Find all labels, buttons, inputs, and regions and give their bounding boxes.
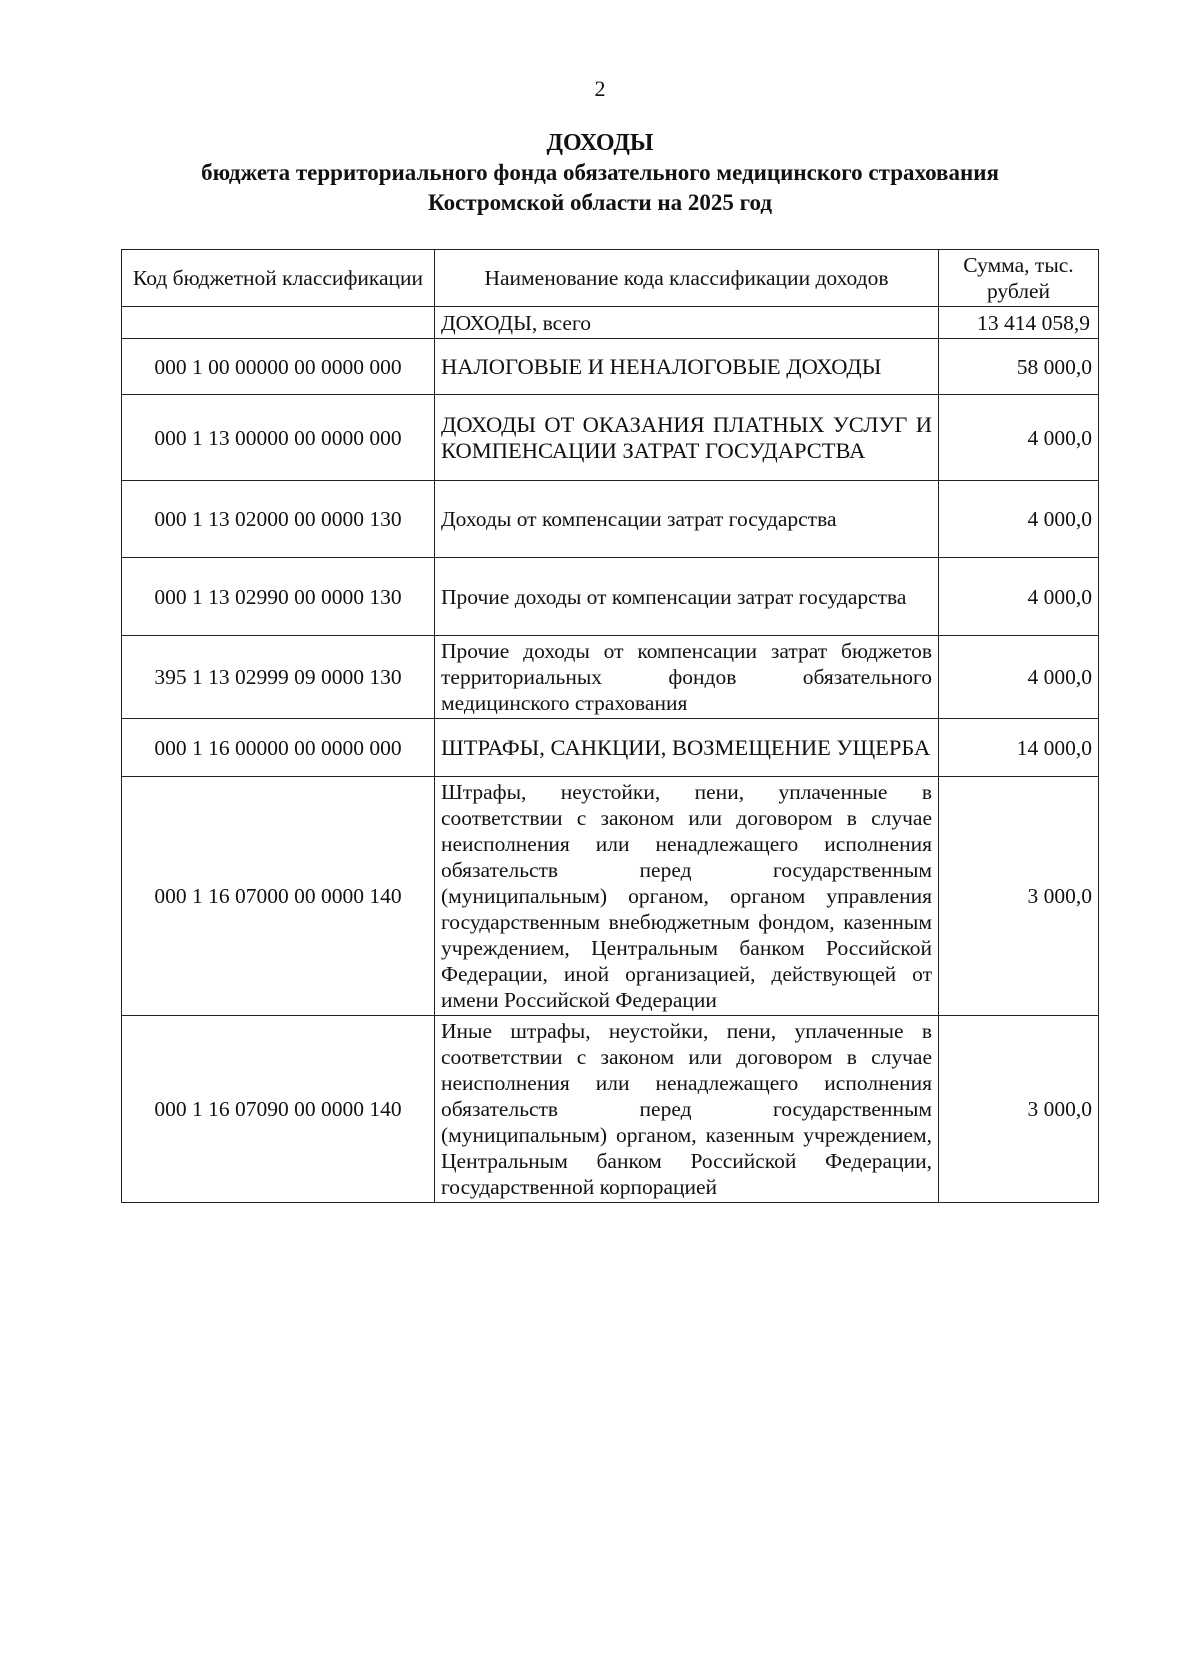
table-row (122, 636, 1099, 719)
table-row (122, 339, 1099, 395)
row-name: Доходы от компенсации затрат государства (435, 481, 939, 558)
page-number: 2 (594, 76, 606, 101)
title-subtitle-line-1: бюджета территориального фонда обязательного медицинского страхования (201, 160, 999, 185)
header-sum: Сумма, тыс. рублей (939, 250, 1099, 307)
document-title (60, 128, 1140, 218)
row-sum: 4 000,0 (939, 481, 1099, 558)
table-row (122, 395, 1099, 481)
header-name: Наименование кода классификации доходов (435, 250, 939, 307)
row-name: Прочие доходы от компенсации затрат бюджетов территориальных фондов обязательного медицинского страхования (435, 636, 939, 719)
row-sum: 4 000,0 (939, 558, 1099, 636)
table-row (122, 719, 1099, 777)
row-sum: 58 000,0 (939, 339, 1099, 395)
title-subtitle-line-2: Костромской области на 2025 год (428, 190, 772, 215)
row-name: Прочие доходы от компенсации затрат государства (435, 558, 939, 636)
title-main: ДОХОДЫ (546, 130, 654, 156)
row-sum: 14 000,0 (939, 719, 1099, 777)
revenue-table (121, 249, 1099, 1203)
row-code: 000 1 16 07090 00 0000 140 (122, 1016, 435, 1203)
row-sum: 13 414 058,9 (939, 307, 1099, 339)
row-name: ДОХОДЫ, всего (435, 307, 939, 339)
table-row (122, 481, 1099, 558)
row-sum: 4 000,0 (939, 395, 1099, 481)
row-name: ДОХОДЫ ОТ ОКАЗАНИЯ ПЛАТНЫХ УСЛУГ И КОМПЕНСАЦИИ ЗАТРАТ ГОСУДАРСТВА (435, 395, 939, 481)
row-name: ШТРАФЫ, САНКЦИИ, ВОЗМЕЩЕНИЕ УЩЕРБА (435, 719, 939, 777)
table-row (122, 307, 1099, 339)
row-code (122, 307, 435, 339)
row-name: НАЛОГОВЫЕ И НЕНАЛОГОВЫЕ ДОХОДЫ (435, 339, 939, 395)
row-name: Иные штрафы, неустойки, пени, уплаченные в соответствии с законом или договором в случае неисполнения или ненадлежащего исполнения обязательств перед государственным (муниципальным) органом, казенным учреждением, Центральным банком Российской Федерации, государственной корпорацией (435, 1016, 939, 1203)
header-code: Код бюджетной классификации (122, 250, 435, 307)
row-sum: 3 000,0 (939, 1016, 1099, 1203)
row-sum: 3 000,0 (939, 777, 1099, 1016)
row-code: 395 1 13 02999 09 0000 130 (122, 636, 435, 719)
table-row (122, 777, 1099, 1016)
row-sum: 4 000,0 (939, 636, 1099, 719)
row-code: 000 1 16 00000 00 0000 000 (122, 719, 435, 777)
row-code: 000 1 13 00000 00 0000 000 (122, 395, 435, 481)
table-header-row (122, 250, 1099, 307)
table-row (122, 1016, 1099, 1203)
row-code: 000 1 13 02000 00 0000 130 (122, 481, 435, 558)
row-name: Штрафы, неустойки, пени, уплаченные в соответствии с законом или договором в случае неисполнения или ненадлежащего исполнения обязательств перед государственным (муниципальным) органом, органом управления государственным внебюджетным фондом, казенным учреждением, Центральным банком Российской Федерации, иной организацией, действующей от имени Российской Федерации (435, 777, 939, 1016)
row-code: 000 1 13 02990 00 0000 130 (122, 558, 435, 636)
row-code: 000 1 16 07000 00 0000 140 (122, 777, 435, 1016)
row-code: 000 1 00 00000 00 0000 000 (122, 339, 435, 395)
table-row (122, 558, 1099, 636)
